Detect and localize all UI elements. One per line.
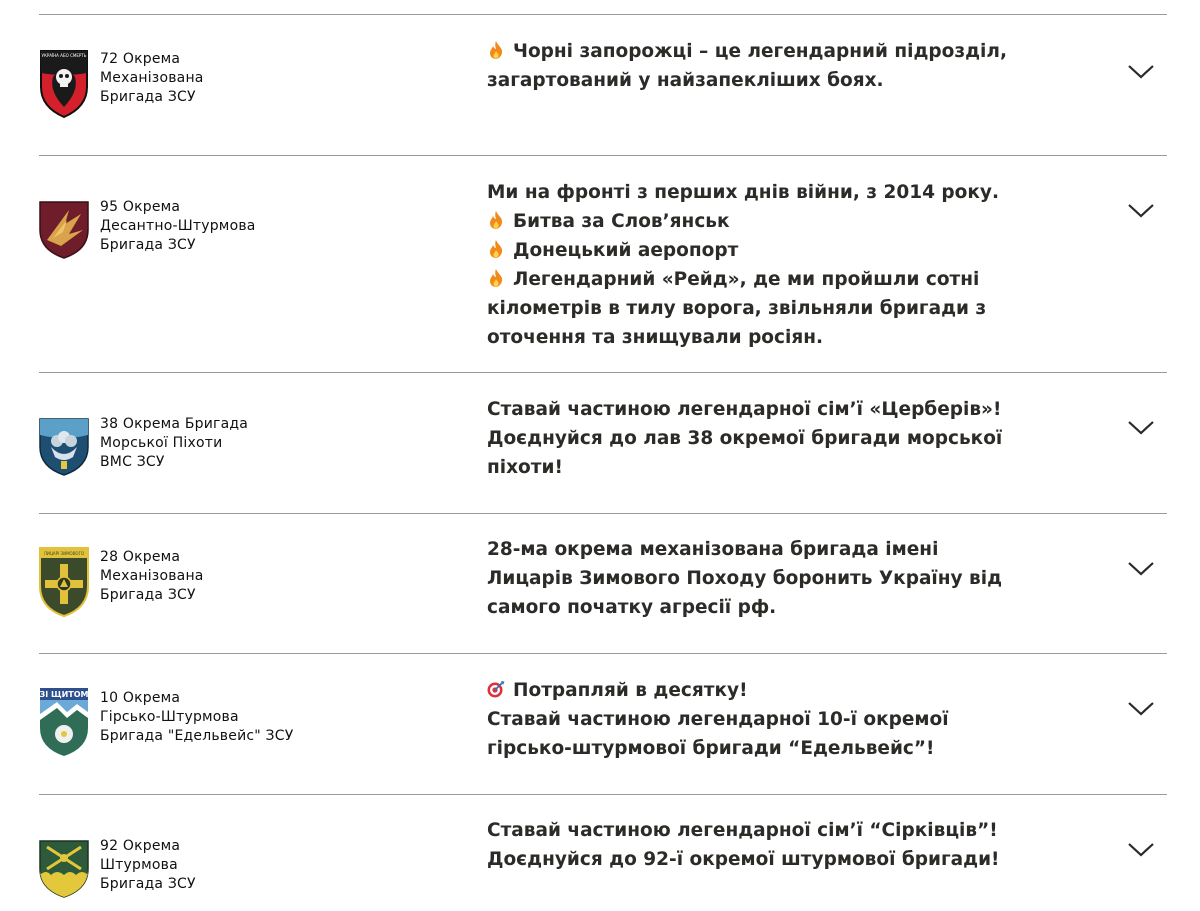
brigade-name: 92 Окрема Штурмова Бригада ЗСУ (100, 838, 196, 892)
description-line: загартований у найзапекліших боях. (487, 70, 884, 91)
brigade-description (487, 676, 1047, 763)
accordion-row-95[interactable] (39, 156, 1167, 373)
accordion-row-10[interactable] (39, 654, 1167, 795)
description-line: Ставай частиною легендарної 10-ї окремої (487, 709, 949, 730)
chevron-down-icon[interactable] (1127, 61, 1155, 81)
fire-icon (487, 210, 505, 230)
brigade-95-emblem (39, 200, 89, 272)
chevron-down-icon[interactable] (1127, 200, 1155, 220)
description-line: Потрапляй в десятку! (487, 676, 1047, 705)
description-line: Доєднуйся до 92-ї окремої штурмової бригади! (487, 849, 1000, 870)
brigade-92-emblem (39, 839, 89, 911)
brigade-description (487, 816, 1047, 874)
svg-text:УКРАЇНА АБО СМЕРТЬ: УКРАЇНА АБО СМЕРТЬ (41, 53, 87, 58)
description-line: 28-ма окрема механізована бригада імені (487, 539, 939, 560)
brigade-description (487, 37, 1047, 95)
brigade-38-emblem (39, 417, 89, 489)
target-icon (487, 679, 505, 699)
description-line: Лицарів Зимового Походу боронить Україну від (487, 568, 1003, 589)
brigade-name: 28 Окрема Механізована Бригада ЗСУ (100, 549, 204, 603)
brigade-accordion-list (39, 14, 1167, 905)
description-line: гірсько-штурмової бригади “Едельвейс”! (487, 738, 935, 759)
description-line: Донецький аеропорт (487, 236, 1047, 265)
accordion-row-92[interactable] (39, 795, 1167, 905)
description-line: оточення та знищували росіян. (487, 327, 824, 348)
description-line: кілометрів в тилу ворога, звільняли бригади з (487, 298, 987, 319)
accordion-row-38[interactable] (39, 373, 1167, 514)
chevron-down-icon[interactable] (1127, 698, 1155, 718)
description-line: Легендарний «Рейд», де ми пройшли сотні (487, 265, 1047, 294)
brigade-description (487, 178, 1047, 352)
description-line: піхоти! (487, 457, 563, 478)
fire-icon (487, 40, 505, 60)
description-line: Ставай частиною легендарної сім’ї “Сірківців”! (487, 820, 998, 841)
description-line: Ми на фронті з перших днів війни, з 2014 року. (487, 182, 1000, 203)
brigade-description (487, 535, 1047, 622)
chevron-down-icon[interactable] (1127, 558, 1155, 578)
accordion-row-28[interactable] (39, 514, 1167, 654)
svg-text:ЗІ ЩИТОМ: ЗІ ЩИТОМ (39, 690, 89, 699)
svg-text:ЛИЦАРІ ЗИМОВОГО: ЛИЦАРІ ЗИМОВОГО (43, 551, 85, 556)
brigade-description (487, 395, 1047, 482)
description-line: самого початку агресії рф. (487, 597, 777, 618)
description-line: Чорні запорожці – це легендарний підрозділ, (487, 37, 1047, 66)
brigade-name: 10 Окрема Гірсько-Штурмова Бригада "Едельвейс" ЗСУ (100, 690, 294, 744)
brigade-name: 72 Окрема Механізована Бригада ЗСУ (100, 51, 204, 105)
brigade-name: 38 Окрема Бригада Морської Піхоти ВМС ЗСУ (100, 416, 249, 470)
description-line: Ставай частиною легендарної сім’ї «Церберів»! (487, 399, 1002, 420)
accordion-row-72[interactable] (39, 15, 1167, 156)
brigade-10-emblem (39, 686, 89, 758)
brigade-name: 95 Окрема Десантно-Штурмова Бригада ЗСУ (100, 199, 256, 253)
description-line: Битва за Слов’янськ (487, 207, 1047, 236)
brigade-28-emblem (39, 546, 89, 618)
brigade-72-emblem (39, 47, 89, 119)
description-line: Доєднуйся до лав 38 окремої бригади морської (487, 428, 1003, 449)
fire-icon (487, 239, 505, 259)
fire-icon (487, 268, 505, 288)
chevron-down-icon[interactable] (1127, 417, 1155, 437)
chevron-down-icon[interactable] (1127, 839, 1155, 859)
